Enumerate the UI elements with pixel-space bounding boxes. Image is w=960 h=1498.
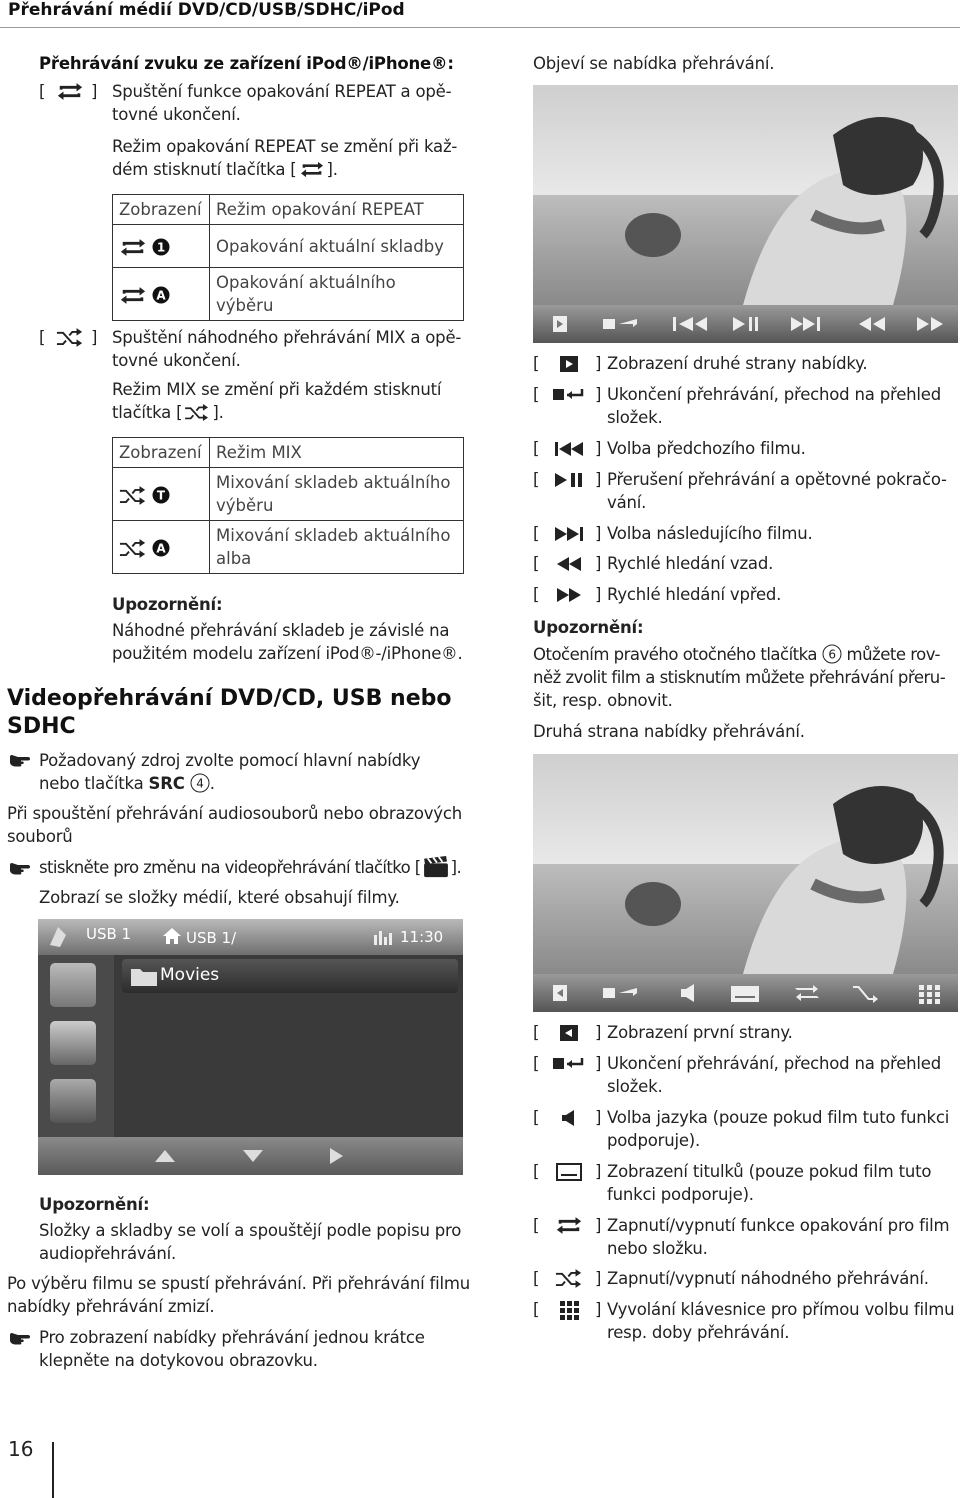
legend-row: [ ] xyxy=(533,439,602,458)
play-icon[interactable] xyxy=(328,1147,344,1165)
mix-desc-2: tovné ukončení. xyxy=(112,351,241,370)
repeat-icon xyxy=(555,1216,583,1235)
scroll-up-icon[interactable] xyxy=(154,1149,176,1163)
source-label: USB 1 xyxy=(86,925,132,943)
badge-t-icon xyxy=(152,486,170,504)
mix-icon xyxy=(119,486,147,505)
legend-row: [ ] xyxy=(533,354,602,373)
mix-icon xyxy=(56,328,84,347)
keypad-icon xyxy=(919,985,940,1004)
note-title: Upozornění: xyxy=(112,595,223,614)
next-icon xyxy=(791,317,820,331)
legend-text: složek. xyxy=(607,408,663,427)
mix-row: [ ] xyxy=(39,328,98,347)
screen-bottombar xyxy=(38,1137,463,1175)
fast-forward-icon xyxy=(554,587,584,603)
legend-row: [ ] xyxy=(533,1269,602,1288)
prev-page-icon xyxy=(559,1024,579,1042)
clock: 11:30 xyxy=(400,928,444,946)
legend-text: Vyvolání klávesnice pro přímou volbu filmu xyxy=(607,1300,955,1319)
photo-people xyxy=(533,754,958,974)
hand-pointer-icon xyxy=(9,754,31,768)
hand-pointer-icon xyxy=(9,1332,31,1346)
equalizer-icon[interactable] xyxy=(372,927,394,945)
table-header: Zobrazení xyxy=(113,195,210,225)
legend-row: [ ] xyxy=(533,524,602,543)
repeat-icon xyxy=(795,985,819,1001)
mix-icon xyxy=(853,986,878,1003)
page-number: 16 xyxy=(8,1437,34,1461)
badge-a-icon xyxy=(152,286,170,304)
bullet-text: nebo tlačítka SRC 4 . xyxy=(39,774,215,793)
mix-icon xyxy=(555,1269,583,1288)
badge-one-icon xyxy=(152,238,170,256)
note-text: audiopřehrávání. xyxy=(39,1244,177,1263)
button-number-badge xyxy=(822,644,842,664)
note-title: Upozornění: xyxy=(39,1195,150,1214)
mix-mode-table xyxy=(112,437,464,574)
prev-page-icon xyxy=(553,985,567,1001)
scroll-down-icon[interactable] xyxy=(242,1149,264,1163)
legend-text: Volba následujícího filmu. xyxy=(607,524,813,543)
table-cell: Mixování skladeb aktuálního alba xyxy=(210,521,464,574)
folder-name: Movies xyxy=(160,965,220,985)
photo-people xyxy=(533,85,958,305)
rewind-icon xyxy=(554,556,584,572)
legend-text: Zobrazení první strany. xyxy=(607,1023,793,1042)
subtitle-icon xyxy=(556,1163,582,1181)
legend-text: Přerušení přehrávání a opětovné pokračo- xyxy=(607,470,947,489)
path-label: USB 1/ xyxy=(186,929,237,947)
legend-row: [ ] xyxy=(533,1023,602,1042)
bullet-text: Zobrazí se složky médií, které obsahují filmy. xyxy=(39,888,400,907)
screen-sidebar xyxy=(38,955,114,1145)
table-cell xyxy=(113,268,210,321)
legend-row: [ ] xyxy=(533,1162,602,1181)
legend-text: Volba jazyka (pouze pokud film tuto funkci xyxy=(607,1108,950,1127)
audio-language-icon xyxy=(561,1109,577,1127)
repeat-icon xyxy=(299,161,325,178)
table-cell xyxy=(113,225,210,268)
header-divider xyxy=(0,27,960,28)
paragraph: Druhá strana nabídky přehrávání. xyxy=(533,722,805,741)
svg-text:T: T xyxy=(157,488,166,503)
repeat-row: [ ] xyxy=(39,82,98,101)
mix-mode-1: Režim MIX se změní při každém stisknutí xyxy=(112,380,442,399)
clapperboard-icon xyxy=(422,856,450,878)
bullet-text: stiskněte pro změnu na videopřehrávání tlačítko [ ]. xyxy=(39,858,462,877)
legend-row: [ ] xyxy=(533,385,602,404)
note-text: použitém modelu zařízení iPod®-/iPhone®. xyxy=(112,644,463,663)
legend-text: funkci podporuje). xyxy=(607,1185,754,1204)
previous-icon xyxy=(673,317,707,331)
legend-text: Zobrazení titulků (pouze pokud film tuto xyxy=(607,1162,932,1181)
svg-text:4: 4 xyxy=(195,776,204,791)
button-number-badge xyxy=(190,773,210,793)
legend-text: Rychlé hledání vpřed. xyxy=(607,585,782,604)
stop-back-icon xyxy=(603,319,637,329)
rewind-icon xyxy=(859,317,885,331)
repeat-mode-1: Režim opakování REPEAT se změní při kaž- xyxy=(112,137,458,156)
legend-text: Ukončení přehrávání, přechod na přehled xyxy=(607,1054,942,1073)
bullet-text: Požadovaný zdroj zvolte pomocí hlavní nabídky xyxy=(39,751,421,770)
note-text: šit, resp. obnovit. xyxy=(533,691,673,710)
repeat-desc: Spuštění funkce opakování REPEAT a opě- xyxy=(112,82,452,101)
mix-mode-2: tlačítka [ ]. xyxy=(112,403,224,422)
note-text: Náhodné přehrávání skladeb je závislé na xyxy=(112,621,450,640)
video-icon[interactable] xyxy=(50,1021,96,1065)
folder-icon xyxy=(130,965,158,987)
section-title: SDHC xyxy=(7,714,76,739)
picture-icon[interactable] xyxy=(50,1079,96,1123)
home-icon[interactable] xyxy=(162,927,182,945)
repeat-icon xyxy=(56,82,84,101)
table-header: Režim opakování REPEAT xyxy=(210,195,464,225)
playback-screen-2 xyxy=(533,754,958,1012)
legend-text: Zobrazení druhé strany nabídky. xyxy=(607,354,868,373)
repeat-icon xyxy=(119,238,147,257)
screen-topbar xyxy=(38,919,463,955)
section-title: Videopřehrávání DVD/CD, USB nebo xyxy=(7,686,452,711)
table-cell: Mixování skladeb aktuálního výběru xyxy=(210,468,464,521)
table-cell: Opakování aktuálního výběru xyxy=(210,268,464,321)
keypad-icon xyxy=(559,1300,579,1320)
legend-text: nebo složku. xyxy=(607,1239,708,1258)
repeat-icon xyxy=(119,286,147,305)
music-icon[interactable] xyxy=(50,963,96,1007)
bullet-text: klepněte na dotykovou obrazovku. xyxy=(39,1351,318,1370)
note-text: Otočením pravého otočného tlačítka 6 můžete rov- xyxy=(533,645,941,664)
mix-desc: Spuštění náhodného přehrávání MIX a opě- xyxy=(112,328,462,347)
stop-back-icon xyxy=(552,1056,586,1072)
legend-text: resp. doby přehrávání. xyxy=(607,1323,790,1342)
svg-text:A: A xyxy=(156,541,166,556)
legend-text: Rychlé hledání vzad. xyxy=(607,554,774,573)
legend-text: Zapnutí/vypnutí funkce opakování pro film xyxy=(607,1216,950,1235)
ipod-title: Přehrávání zvuku ze zařízení iPod®/iPhone®: xyxy=(39,54,454,73)
stop-back-icon xyxy=(603,988,637,998)
legend-row: [ ] xyxy=(533,585,602,604)
audio-language-icon xyxy=(681,984,694,1002)
legend-row: [ ] xyxy=(533,470,602,489)
paragraph: souborů xyxy=(7,827,73,846)
legend-row: [ ] xyxy=(533,1054,602,1073)
paragraph: nabídky přehrávání zmizí. xyxy=(7,1297,215,1316)
mix-icon xyxy=(119,539,147,558)
paragraph: Po výběru filmu se spustí přehrávání. Při přehrávání filmu xyxy=(7,1274,471,1293)
previous-icon xyxy=(554,441,584,457)
legend-text: Ukončení přehrávání, přechod na přehled xyxy=(607,385,942,404)
next-page-icon xyxy=(553,316,567,332)
legend-text: Volba předchozího filmu. xyxy=(607,439,806,458)
folder-item[interactable] xyxy=(122,959,458,993)
legend-row: [ ] xyxy=(533,554,602,573)
legend-text: vání. xyxy=(607,493,647,512)
table-cell xyxy=(113,521,210,574)
page-number-divider xyxy=(52,1442,54,1498)
table-header: Zobrazení xyxy=(113,438,210,468)
next-page-icon xyxy=(559,355,579,373)
stop-back-icon xyxy=(552,387,586,403)
intro-text: Objeví se nabídka přehrávání. xyxy=(533,54,775,73)
repeat-mode-2: dém stisknutí tlačítka [ ]. xyxy=(112,160,338,179)
table-cell: Opakování aktuální skladby xyxy=(210,225,464,268)
fast-forward-icon xyxy=(917,317,943,331)
page-header: Přehrávání médií DVD/CD/USB/SDHC/iPod xyxy=(8,0,405,20)
paragraph: Při spouštění přehrávání audiosouborů nebo obrazových xyxy=(7,804,462,823)
subtitle-icon xyxy=(731,986,759,1002)
repeat-mode-table xyxy=(112,194,464,321)
next-icon xyxy=(554,526,584,542)
control-bar xyxy=(533,305,958,343)
svg-text:A: A xyxy=(156,288,166,303)
legend-text: složek. xyxy=(607,1077,663,1096)
table-cell xyxy=(113,468,210,521)
badge-a-icon xyxy=(152,539,170,557)
legend-row: [ ] xyxy=(533,1108,602,1127)
note-title: Upozornění: xyxy=(533,618,644,637)
mix-icon xyxy=(184,404,210,421)
legend-row: [ ] xyxy=(533,1216,602,1235)
play-pause-icon xyxy=(733,317,758,331)
note-text: něž zvolit film a stisknutím můžete přehrávání přeru- xyxy=(533,668,946,687)
svg-text:1: 1 xyxy=(157,240,166,255)
legend-text: Zapnutí/vypnutí náhodného přehrávání. xyxy=(607,1269,929,1288)
legend-row: [ ] xyxy=(533,1300,602,1319)
bullet-text: Pro zobrazení nabídky přehrávání jednou krátce xyxy=(39,1328,425,1347)
playback-screen-1 xyxy=(533,85,958,343)
control-bar xyxy=(533,974,958,1012)
hand-pointer-icon xyxy=(9,862,31,876)
svg-text:6: 6 xyxy=(828,647,836,662)
play-pause-icon xyxy=(554,472,584,488)
note-text: Složky a skladby se volí a spouštějí podle popisu pro xyxy=(39,1221,462,1240)
folder-screen xyxy=(38,919,463,1175)
back-icon[interactable] xyxy=(46,925,68,949)
repeat-desc-2: tovné ukončení. xyxy=(112,105,241,124)
table-header: Režim MIX xyxy=(210,438,464,468)
legend-text: podporuje). xyxy=(607,1131,701,1150)
